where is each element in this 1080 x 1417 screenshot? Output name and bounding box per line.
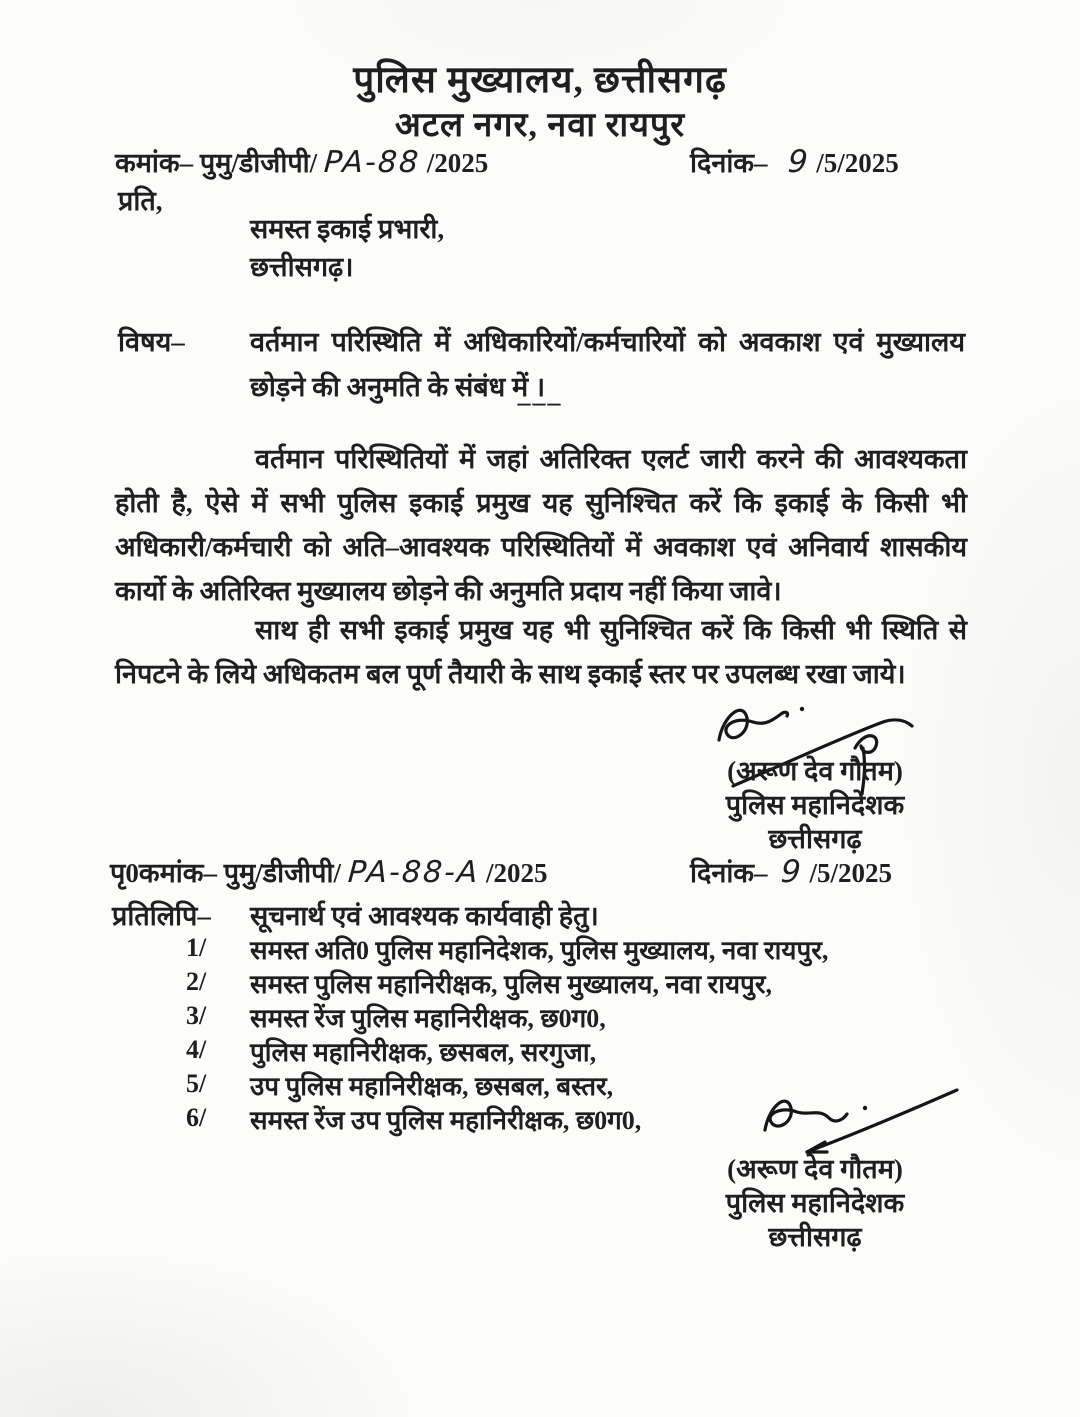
signatory-designation: पुलिस महानिदेशक (725, 790, 905, 820)
signatory-place: छत्तीसगढ़ (768, 824, 862, 854)
ref-number-handwritten: PA-88 (322, 145, 422, 180)
to-label: प्रति, (118, 186, 163, 216)
addressee-block (250, 210, 444, 286)
copy-purpose: सूचनार्थ एवं आवश्यक कार्यवाही हेतु। (250, 901, 599, 931)
ref-number-prefix: पुमु/डीजीपी/ (199, 148, 318, 178)
list-item-number: 6/ (186, 1103, 207, 1132)
signatory-name: (अरूण देव गौतम) (727, 1154, 903, 1184)
signature-block-1 (700, 754, 930, 856)
list-item: उप पुलिस महानिरीक्षक, छसबल, बस्तर, (250, 1072, 614, 1101)
date-line (690, 143, 899, 180)
list-item: समस्त पुलिस महानिरीक्षक, पुलिस मुख्यालय, नवा रायपुर, (250, 970, 772, 999)
endorsement-date-line (690, 853, 892, 890)
body-paragraph-1: वर्तमान परिस्थितियों में जहां अतिरिक्त एलर्ट जारी करने की आवश्यकता होती है, ऐसे में सभी पुलिस इकाई प्रमुख यह सुनिश्चित करें कि इकाई के किसी भी अधिकारी/कर्मचारी को अति–आवश्यक परिस्थितियों में अवकाश एवं अनिवार्य शासकीय कार्यो के अतिरिक्त मुख्यालय छोड़ने की अनुमति प्रदाय नहीं किया जावे। (115, 444, 967, 606)
endorsement-date-rest: /5/2025 (809, 858, 893, 888)
endorsement-date-handwritten: 9 (779, 854, 805, 890)
list-item: समस्त अति0 पुलिस महानिदेशक, पुलिस मुख्यालय, नवा रायपुर, (250, 936, 829, 965)
body-paragraph-2: साथ ही सभी इकाई प्रमुख यह भी सुनिश्चित करें कि किसी भी स्थिति से निपटने के लिये अधिकतम बल पूर्ण तैयारी के साथ इकाई स्तर पर उपलब्ध रखा जाये। (115, 615, 967, 689)
list-item-number: 5/ (186, 1069, 207, 1098)
date-handwritten: 9 (786, 144, 811, 180)
date-rest: /5/2025 (816, 148, 899, 178)
subject-text: वर्तमान परिस्थिति में अधिकारियों/कर्मचारियों को अवकाश एवं मुख्यालय छोड़ने की अनुमति के संबंध में । (250, 327, 965, 402)
list-item-number: 4/ (186, 1035, 207, 1064)
endorsement-date-label: दिनांक– (690, 858, 768, 888)
subject-divider: ––– (517, 388, 563, 417)
addressee-line2: छत्तीसगढ़। (250, 252, 354, 282)
addressee-line1: समस्त इकाई प्रभारी, (250, 214, 445, 244)
letterhead-org-title: पुलिस मुख्यालय, छत्तीसगढ़ (353, 60, 727, 101)
list-item-number: 1/ (186, 933, 207, 962)
endorsement-ref-label: पृ0कमांक– (110, 858, 217, 888)
signatory-place: छत्तीसगढ़ (768, 1222, 862, 1252)
date-label: दिनांक– (690, 148, 768, 178)
signatory-name: (अरूण देव गौतम) (727, 756, 903, 786)
letterhead-address: अटल नगर, नवा रायपुर (394, 107, 686, 144)
ref-number-label: कमांक– (115, 148, 194, 178)
list-item-number: 3/ (186, 1001, 207, 1030)
copy-label: प्रतिलिपि– (112, 901, 211, 931)
reference-number-line (115, 143, 488, 180)
endorsement-ref-line (110, 853, 547, 890)
endorsement-ref-suffix: /2025 (485, 858, 548, 888)
signature-block-2 (700, 1152, 930, 1254)
list-item: समस्त रेंज पुलिस महानिरीक्षक, छ0ग0, (250, 1004, 606, 1033)
subject-label: विषय– (118, 327, 185, 357)
signatory-designation: पुलिस महानिदेशक (725, 1188, 905, 1218)
list-item: पुलिस महानिरीक्षक, छसबल, सरगुजा, (250, 1038, 597, 1067)
list-item: समस्त रेंज उप पुलिस महानिरीक्षक, छ0ग0, (250, 1106, 642, 1135)
endorsement-ref-handwritten: PA-88-A (346, 855, 481, 890)
list-item-number: 2/ (186, 967, 207, 996)
ref-number-suffix: /2025 (426, 148, 489, 178)
endorsement-ref-prefix: पुमु/डीजीपी/ (223, 858, 341, 888)
